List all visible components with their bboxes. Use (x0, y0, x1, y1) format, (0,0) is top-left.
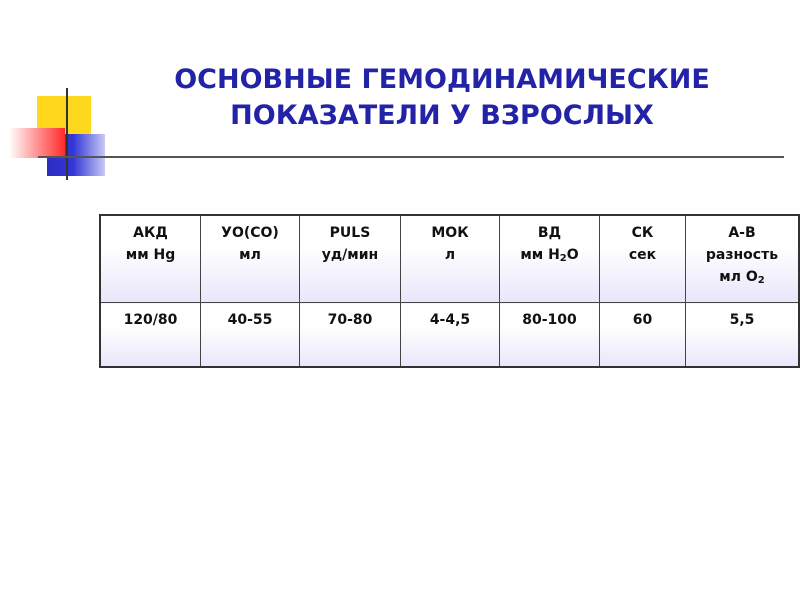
header-vd-unit (501, 244, 598, 266)
slide-title (100, 62, 784, 134)
table-header-row (100, 215, 799, 303)
value-uo: 40-55 (201, 303, 300, 368)
table-row (100, 303, 799, 368)
value-puls: 70-80 (300, 303, 401, 368)
value-vd: 80-100 (500, 303, 600, 368)
header-puls (300, 215, 401, 303)
header-sk-name: СК (631, 225, 654, 241)
value-akd: 120/80 (100, 303, 201, 368)
header-vd-unit-sub: 2 (559, 253, 567, 264)
value-sk: 60 (600, 303, 686, 368)
header-av-unit-pre: мл О (719, 269, 758, 285)
header-puls-name: PULS (329, 225, 371, 241)
header-akd-unit: мм Hg (125, 247, 176, 263)
slide-title-line2: ПОКАЗАТЕЛИ У ВЗРОСЛЫХ (230, 100, 654, 131)
header-mok-name: МОК (431, 225, 469, 241)
header-sk (600, 215, 686, 303)
value-mok: 4-4,5 (401, 303, 500, 368)
header-uo (201, 215, 300, 303)
header-vd-unit-post: О (566, 247, 579, 263)
value-av: 5,5 (686, 303, 800, 368)
header-av (686, 215, 800, 303)
header-av-name: А-В (728, 225, 756, 241)
header-akd (100, 215, 201, 303)
header-akd-name: АКД (133, 225, 168, 241)
header-av-unit-sub: 2 (757, 275, 765, 286)
header-puls-unit: уд/мин (321, 247, 379, 263)
header-mok-unit: л (444, 247, 456, 263)
header-av-unit (687, 266, 797, 288)
header-vd-unit-pre: мм H (520, 247, 560, 263)
header-vd (500, 215, 600, 303)
header-uo-name: УО(СО) (221, 225, 279, 241)
header-sk-unit: сек (628, 247, 657, 263)
header-mok (401, 215, 500, 303)
decorative-vertical-line (66, 88, 68, 180)
header-av-desc: разность (705, 247, 779, 263)
header-uo-unit: мл (239, 247, 261, 263)
hemodynamic-table (99, 214, 800, 368)
slide-title-line1: ОСНОВНЫЕ ГЕМОДИНАМИЧЕСКИЕ (174, 64, 710, 95)
decorative-horizontal-line (38, 156, 784, 158)
header-vd-name: ВД (537, 225, 562, 241)
decorative-red-bar (9, 128, 65, 158)
